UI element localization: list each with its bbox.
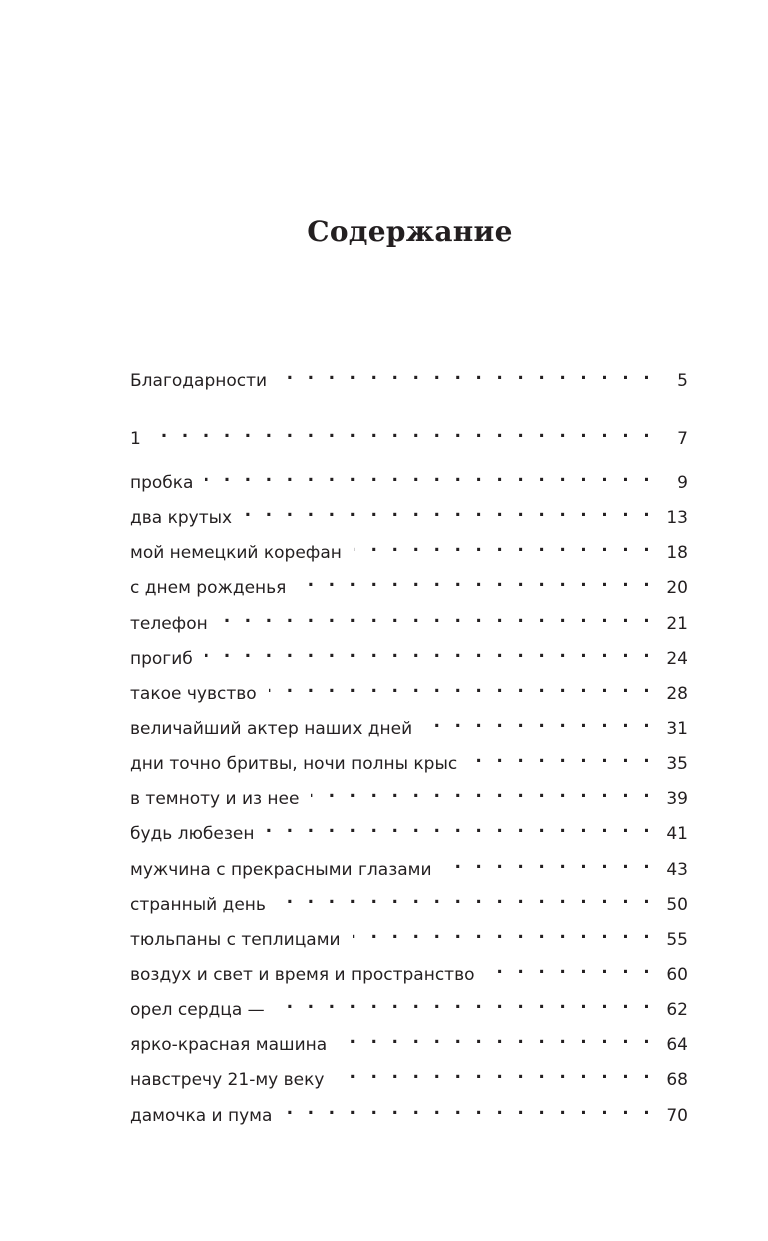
toc-page-number: 24	[666, 649, 688, 669]
toc-page-number: 20	[666, 578, 688, 598]
toc-entry-title: 1	[130, 429, 141, 449]
toc-entry-title: дни точно бритвы, ночи полны крыс	[130, 754, 458, 774]
toc-entry-title: прогиб	[130, 649, 193, 669]
dot-leader	[284, 1097, 654, 1121]
dot-leader	[339, 1026, 654, 1050]
toc-page-number: 39	[666, 789, 688, 809]
toc-entry-title: ярко-красная машина	[130, 1035, 328, 1055]
toc-page-number: 64	[666, 1035, 688, 1055]
toc-entry[interactable]	[130, 886, 688, 915]
toc-page-number: 7	[677, 429, 688, 449]
toc-entry-title: в темноту и из нее	[130, 789, 300, 809]
toc-entry-title: тюльпаны с теплицами	[130, 930, 341, 950]
toc-page-number: 43	[666, 860, 688, 880]
toc-entry[interactable]	[130, 1097, 688, 1126]
toc-entry-title: пробка	[130, 473, 194, 493]
toc-page-number: 9	[677, 473, 688, 493]
toc-entry[interactable]	[130, 499, 688, 528]
dot-leader	[153, 420, 654, 444]
toc-page-number: 70	[666, 1106, 688, 1126]
dot-leader	[487, 956, 655, 980]
dot-leader	[311, 780, 654, 804]
toc-entry-title: величайший актер наших дней	[130, 719, 413, 739]
toc-entry[interactable]	[130, 569, 688, 598]
toc-entry-title: будь любезен	[130, 824, 255, 844]
dot-leader	[278, 886, 654, 910]
dot-leader	[279, 362, 654, 386]
dot-leader	[205, 640, 654, 664]
toc-page-number: 13	[666, 508, 688, 528]
toc-entry[interactable]	[130, 675, 688, 704]
page-title: Содержание	[307, 215, 513, 248]
toc-entry-title: навстречу 21-му веку	[130, 1070, 325, 1090]
dot-leader	[424, 710, 654, 734]
toc-entry[interactable]	[130, 956, 688, 985]
toc-entry-title: телефон	[130, 614, 208, 634]
toc-entry-title: мой немецкий корефан	[130, 543, 342, 563]
toc-page-number: 60	[666, 965, 688, 985]
dot-leader	[353, 921, 654, 945]
toc-page-number: 31	[666, 719, 688, 739]
toc-entry[interactable]	[130, 534, 688, 563]
toc-entry-title: с днем рожденья	[130, 578, 287, 598]
dot-leader	[220, 605, 654, 629]
toc-entry[interactable]	[130, 745, 688, 774]
toc-entry-title: мужчина с прекрасными глазами	[130, 860, 432, 880]
toc-entry-title: такое чувство	[130, 684, 257, 704]
toc-entry[interactable]	[130, 420, 688, 449]
toc-entry-title: странный день	[130, 895, 266, 915]
toc-entry[interactable]	[130, 464, 688, 493]
dot-leader	[269, 675, 654, 699]
toc-entry-title: два крутых	[130, 508, 233, 528]
toc-page-number: 5	[677, 371, 688, 391]
dot-leader	[444, 851, 654, 875]
dot-leader	[244, 499, 654, 523]
dot-leader	[336, 1061, 654, 1085]
toc-entry[interactable]	[130, 851, 688, 880]
dot-leader	[298, 569, 654, 593]
toc-entry-title: дамочка и пума	[130, 1106, 273, 1126]
dot-leader	[354, 534, 654, 558]
toc-page-number: 62	[666, 1000, 688, 1020]
toc-page-number: 68	[666, 1070, 688, 1090]
toc-page-number: 55	[666, 930, 688, 950]
toc-entry[interactable]	[130, 815, 688, 844]
toc-entry[interactable]	[130, 640, 688, 669]
toc-entry[interactable]	[130, 605, 688, 634]
toc-entry[interactable]	[130, 991, 688, 1020]
toc-page-number: 50	[666, 895, 688, 915]
toc-page-number: 18	[666, 543, 688, 563]
dot-leader	[205, 464, 654, 488]
toc-page-number: 21	[666, 614, 688, 634]
toc-entry[interactable]	[130, 362, 688, 391]
dot-leader	[266, 815, 654, 839]
toc-entry[interactable]	[130, 1061, 688, 1090]
toc-entry[interactable]	[130, 710, 688, 739]
toc-page-number: 28	[666, 684, 688, 704]
toc-entry[interactable]	[130, 921, 688, 950]
dot-leader	[469, 745, 654, 769]
toc-entry[interactable]	[130, 1026, 688, 1055]
toc-entry-title: воздух и свет и время и пространство	[130, 965, 475, 985]
toc-page-number: 35	[666, 754, 688, 774]
toc-page-number: 41	[666, 824, 688, 844]
dot-leader	[277, 991, 654, 1015]
toc-entry[interactable]	[130, 780, 688, 809]
toc-entry-title: орел сердца —	[130, 1000, 265, 1020]
toc-entry-title: Благодарности	[130, 371, 268, 391]
